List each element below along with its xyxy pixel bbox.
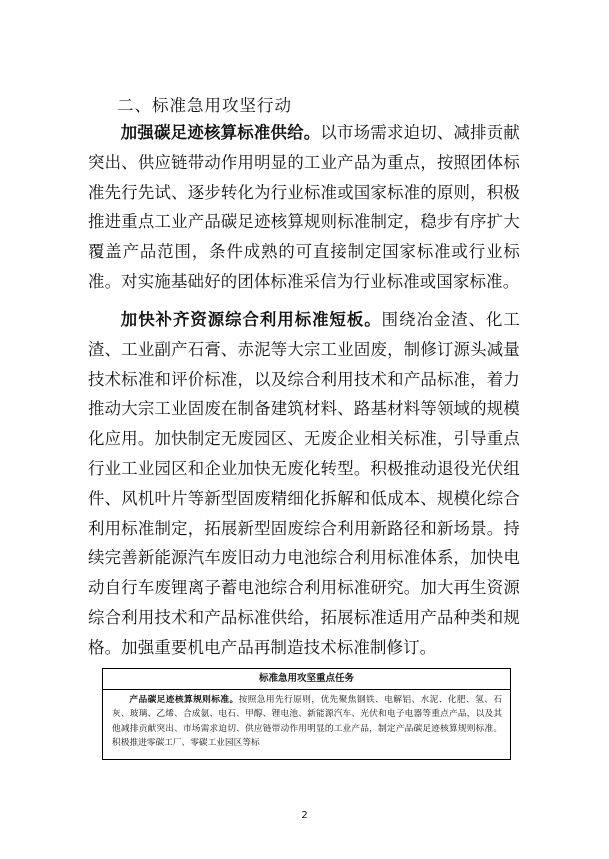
box-lead: 产品碳足迹核算规则标准。 [129, 695, 239, 705]
paragraph-text: 以市场需求迫切、减排贡献突出、供应链带动作用明显的工业产品为重点，按照团体标准先行先试、逐步转化为行业标准或国家标准的原则，积极推进重点工业产品碳足迹核算规则标准制定，稳步有序扩大覆盖产品范围，条件成熟的可直接制定国家标准或行业标准。对实施基础好的团体标准采信为行业标准或国家标准。 [88, 123, 520, 291]
paragraph-text: 围绕冶金渣、化工渣、工业副产石膏、赤泥等大宗工业固废，制修订源头减量技术标准和评价标准，以及综合利用技术和产品标准，着力推动大宗工业固废在制备建筑材料、路基材料等领域的规模化应用。加快制定无废园区、无废企业相关标准，引导重点行业工业园区和企业加快无废化转型。积极推动退役光伏组件、风机叶片等新型固废精细化拆解和低成本、规模化综合利用标准制定，拓展新型固废综合利用新路径和新场景。持续完善新能源汽车废旧动力电池综合利用标准体系，加快电动自行车废锂离子蓄电池综合利用标准研究。加大再生资源综合利用技术和产品标准供给，拓展标准适用产品种类和规格。加强重要机电产品再制造技术标准制修订。 [88, 310, 520, 657]
key-tasks-box [102, 668, 511, 760]
paragraph-resource-utilization [88, 305, 520, 663]
box-title: 标准急用攻坚重点任务 [103, 669, 510, 690]
paragraph-carbon-footprint [88, 118, 520, 297]
box-body [103, 690, 510, 755]
paragraph-lead: 加快补齐资源综合利用标准短板。 [120, 310, 382, 329]
box-text: 按照急用先行原则，优先聚焦钢铁、电解铝、水泥、化肥、氢、石灰、玻璃、乙烯、合成氨、电石、甲醇、锂电池、新能源汽车、光伏和电子电器等重点产品，以及其他减排贡献突出、市场需求迫切、供应链带动作用明显的工业产品，制定产品碳足迹核算规则标准。积极推进零碳工厂、零碳工业园区等标 [112, 695, 503, 748]
section-heading: 二、标准急用攻坚行动 [117, 96, 292, 115]
page-number: 2 [301, 810, 308, 821]
paragraph-lead: 加强碳足迹核算标准供给。 [120, 123, 321, 142]
